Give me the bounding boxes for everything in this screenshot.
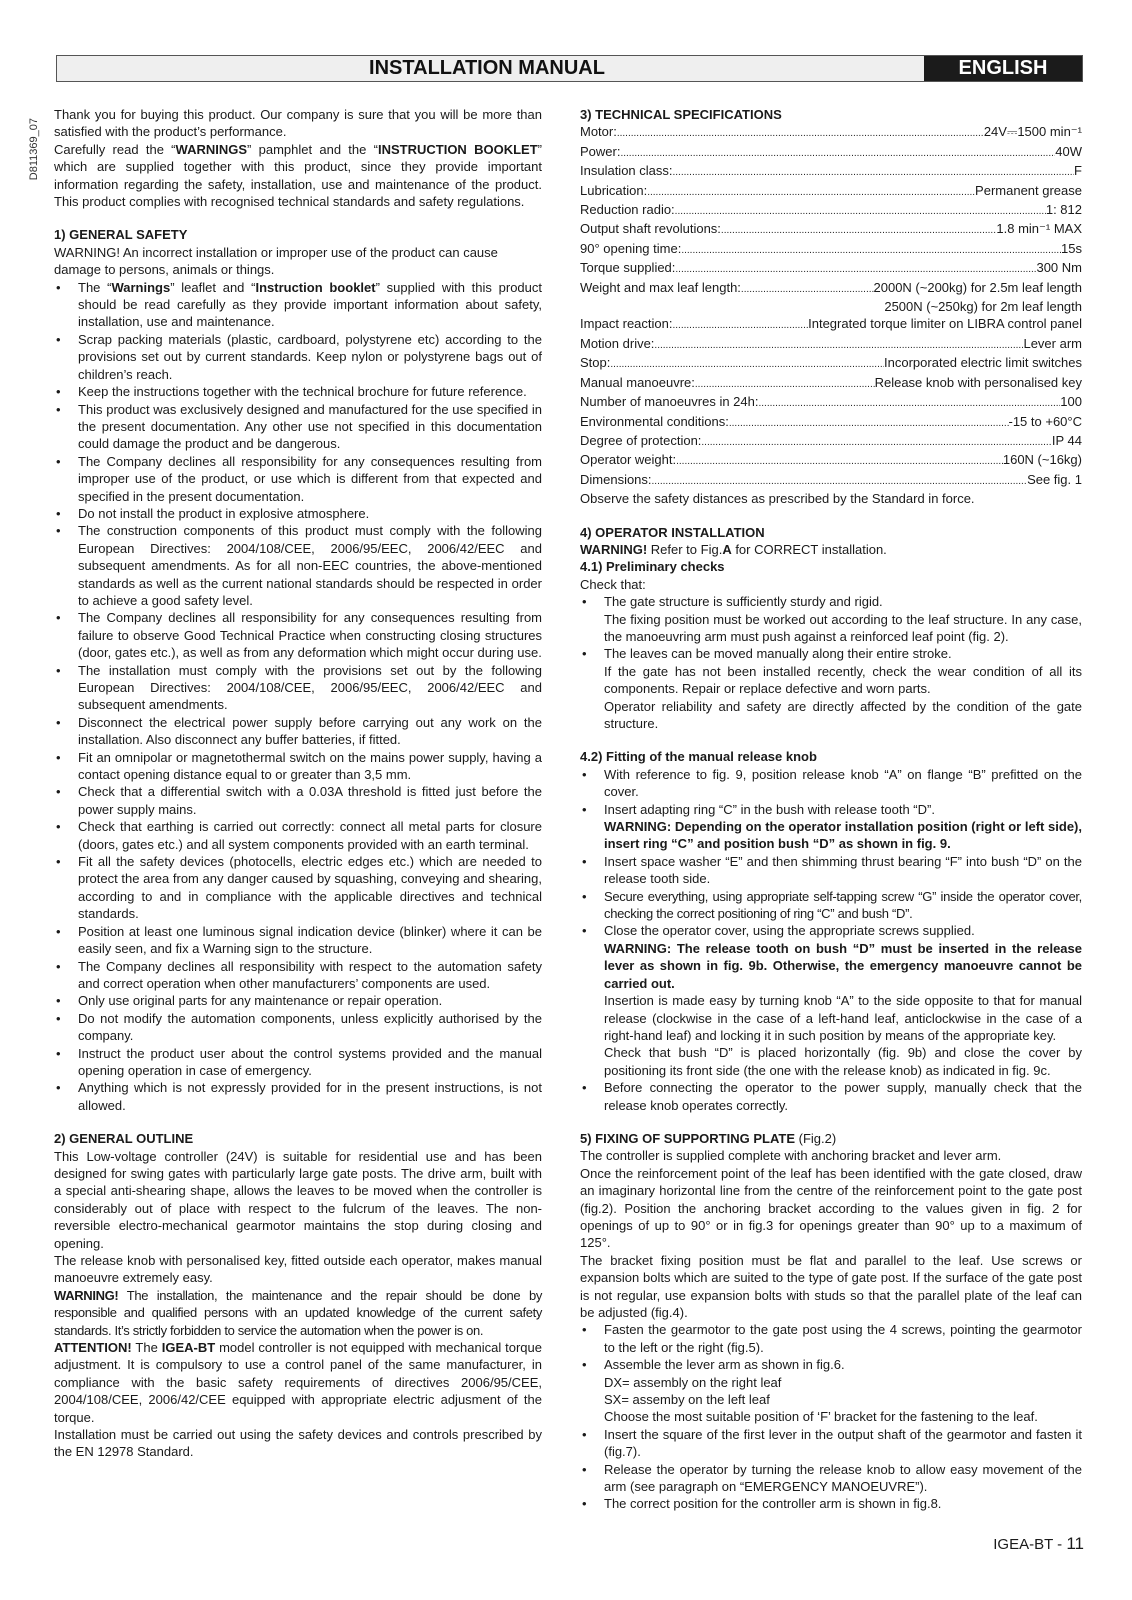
list-item: • With reference to fig. 9, position release knob “A” on flange “B” prefitted on the cover.: [580, 766, 1082, 801]
list-item: • The correct position for the controller arm is shown in fig.8.: [580, 1495, 1082, 1512]
spec-leader-dots: [701, 432, 1051, 451]
spec-row: [580, 279, 1082, 298]
list-item: • The Company declines all responsibility for any consequences resulting from failure to observe Good Technical Practice when constructing closing structures (door, gates etc.), as well as from any deformation which might occur during use.: [54, 609, 542, 661]
list-item: • Scrap packing materials (plastic, cardboard, polystyrene etc) according to the provisions set out by current standards. Keep nylon or polystyrene bags out of children’s reach.: [54, 331, 542, 383]
left-column: [54, 106, 542, 1461]
spec-value-continued: 2500N (~250kg) for 2m leaf length: [884, 299, 1082, 315]
spec-row: [580, 201, 1082, 220]
spec-row: [580, 354, 1082, 373]
list-item-detail: SX= assemby on the left leaf: [604, 1392, 770, 1408]
list-item-detail: Choose the most suitable position of ‘F’ bracket for the fastening to the leaf.: [604, 1409, 1038, 1425]
spec-label: Motor:: [580, 124, 617, 140]
spec-label: Stop:: [580, 355, 611, 371]
spec-label: Manual manoeuvre:: [580, 374, 695, 390]
spec-row: [580, 471, 1082, 490]
spec-table-2: [580, 315, 1082, 490]
list-item: • Insert space washer “E” and then shimming thrust bearing “F” into bush “D” on the release tooth side.: [580, 853, 1082, 888]
list-item: • The installation must comply with the provisions set out by the following European Directives: 2004/108/CEE, 2006/95/EEC, 2006/42/EEC and subsequent amendments.: [54, 662, 542, 714]
list-item: • Check that earthing is carried out correctly: connect all metal parts for closure (doors, gates etc.) and all system components provided with an earth terminal.: [54, 818, 542, 853]
section-title-tech-specs: 3) TECHNICAL SPECIFICATIONS: [580, 107, 782, 122]
section-title-supporting-plate: 5) FIXING OF SUPPORTING PLATE (Fig.2): [580, 1130, 837, 1146]
list-item-warning: WARNING: Depending on the operator installation position (right or left side), insert ring “C” and position bush “D” as shown in fig. 9.: [604, 819, 1082, 852]
list-item: • Before connecting the operator to the power supply, manually check that the release knob operates correctly.: [580, 1079, 1082, 1114]
list-item-detail: If the gate has not been installed recently, check the wear condition of all its components. Repair or replace defective and worn parts.: [604, 663, 1082, 697]
spec-label: Output shaft revolutions:: [580, 221, 721, 237]
plate-paragraph: The bracket fixing position must be flat and parallel to the leaf. Use screws or expansion bolts which are suited to the type of gate post. If the surface of the gate post is not regular, use expansion bolts with studs so that the parallel plate of the leaf can be adjusted (fig.4).: [580, 1252, 1082, 1320]
spec-row: [580, 374, 1082, 393]
list-item: • Do not install the product in explosive atmosphere.: [54, 505, 542, 522]
spec-label: Reduction radio:: [580, 202, 675, 218]
section-title-operator-installation: 4) OPERATOR INSTALLATION: [580, 524, 765, 540]
spec-value: 2000N (~200kg) for 2.5m leaf length: [873, 279, 1082, 295]
spec-label: Motion drive:: [580, 335, 655, 351]
page-header: [56, 55, 1083, 82]
spec-value: F: [1074, 163, 1082, 179]
list-item: • Anything which is not expressly provided for in the present instructions, is not allowed.: [54, 1079, 542, 1114]
list-item: • Release the operator by turning the release knob to allow easy movement of the arm (see paragraph on “EMERGENCY MANOEUVRE”).: [580, 1461, 1082, 1496]
spec-value: 1: 812: [1045, 202, 1082, 218]
spec-row: [580, 335, 1082, 354]
spec-leader-dots: [675, 259, 1036, 278]
spec-label: Operator weight:: [580, 452, 677, 468]
spec-leader-dots: [617, 123, 984, 142]
list-item: • Do not modify the automation components, unless explicitly authorised by the company.: [54, 1010, 542, 1045]
spec-leader-dots: [695, 374, 875, 393]
spec-label: Number of manoeuvres in 24h:: [580, 394, 759, 410]
right-column: [580, 106, 1082, 1513]
list-item: • Close the operator cover, using the appropriate screws supplied.: [580, 922, 1082, 939]
spec-leader-dots: [654, 335, 1023, 354]
spec-row: [580, 432, 1082, 451]
check-intro: Check that:: [580, 576, 646, 592]
subsection-title-release-knob: 4.2) Fitting of the manual release knob: [580, 749, 817, 765]
spec-row: [580, 182, 1082, 201]
outline-attention: ATTENTION! The IGEA-BT model controller is not equipped with mechanical torque adjustment. It is compulsory to use a control panel of the same manufacturer, in compliance with the basic safety requirements of directives 2006/95/CEE, 2004/108/CEE, 2006/42/CEE equipped with appropriate electric adjusment of the torque.: [54, 1340, 542, 1425]
list-item: • This product was exclusively designed and manufactured for the use specified in the present documentation. Any other use not specified in this documentation could damage the product and be dangerous.: [54, 401, 542, 453]
list-item: • Position at least one luminous signal indication device (blinker) where it can be easily seen, and fix a Warning sign to the structure.: [54, 923, 542, 958]
list-item: • The Company declines all responsibility for any consequences resulting from improper use of the product, or use which is different from that expected and specified in the present documentation.: [54, 453, 542, 505]
list-item: • The leaves can be moved manually along their entire stroke.: [580, 645, 1082, 662]
section-title-general-outline: 2) GENERAL OUTLINE: [54, 1131, 194, 1147]
spec-label: Degree of protection:: [580, 432, 702, 448]
spec-row: [580, 123, 1082, 142]
list-item: • Instruct the product user about the control systems provided and the manual opening operation in case of emergency.: [54, 1045, 542, 1080]
outline-warning: WARNING! The installation, the maintenance and the repair should be done by responsible and qualified persons with an updated knowledge of the current safety standards. It’s strictly forbidden to service the automation when the power is on.: [54, 1287, 542, 1338]
spec-leader-dots: [676, 451, 1003, 470]
spec-value: See fig. 1: [1027, 471, 1082, 487]
spec-value: 160N (~16kg): [1002, 452, 1082, 468]
spec-value: Incorporated electric limit switches: [884, 355, 1082, 371]
outline-paragraph: This Low-voltage controller (24V) is suitable for residential use and has been designed for swing gates with particularly large gate posts. The drive arm, built with a special anti-shearing shape, allows the leaves to be moved when the controller is considerably out of place with respect to the fulcrum of the leaves. The non-reversible electro-mechanical gearmotor maintains the stop during closing and opening.: [54, 1148, 542, 1251]
spec-value: 15s: [1061, 240, 1082, 256]
list-item: • Insert the square of the first lever in the output shaft of the gearmotor and fasten it (fig.7).: [580, 1426, 1082, 1461]
spec-leader-dots: [741, 279, 874, 298]
spec-row: [580, 393, 1082, 412]
list-item: • The Company declines all responsibility with respect to the automation safety and correct operation when other manufacturers’ components are used.: [54, 958, 542, 993]
spec-row: [580, 220, 1082, 239]
intro-paragraph: Thank you for buying this product. Our company is sure that you will be more than satisfied with the product’s performance.: [54, 107, 542, 140]
spec-label: Insulation class:: [580, 163, 673, 179]
spec-value: IP 44: [1051, 432, 1082, 448]
document-code: D811369_07: [28, 118, 40, 181]
spec-leader-dots: [673, 315, 809, 334]
spec-label: Environmental conditions:: [580, 413, 729, 429]
spec-value: Lever arm: [1023, 335, 1082, 351]
spec-value: Release knob with personalised key: [874, 374, 1082, 390]
spec-note: Observe the safety distances as prescribed by the Standard in force.: [580, 491, 975, 507]
spec-value: 1.8 min⁻¹ MAX: [996, 221, 1082, 237]
list-item: • The gate structure is sufficiently sturdy and rigid.: [580, 593, 1082, 610]
list-item: • The “Warnings” leaflet and “Instruction booklet” supplied with this product should be read carefully as they provide important information about safety, installation, use and maintenance.: [54, 279, 542, 331]
manual-title: INSTALLATION MANUAL: [369, 57, 605, 79]
safety-warning: WARNING! An incorrect installation or improper use of the product can cause damage to persons, animals or things.: [54, 244, 498, 278]
spec-leader-dots: [620, 143, 1055, 162]
list-item-detail: Check that bush “D” is placed horizontally (fig. 9b) and close the cover by positioning its front side (the one with the release knob) as indicated in fig. 9c.: [604, 1045, 1082, 1078]
spec-label: Power:: [580, 143, 621, 159]
list-item: • Assemble the lever arm as shown in fig.6.: [580, 1356, 1082, 1373]
list-item: • Insert adapting ring “C” in the bush with release tooth “D”.: [580, 801, 1082, 818]
spec-row: [580, 451, 1082, 470]
list-item: • Keep the instructions together with the technical brochure for future reference.: [54, 383, 542, 400]
list-item: • Fit an omnipolar or magnetothermal switch on the mains power supply, having a contact opening distance equal to or greater than 3,5 mm.: [54, 749, 542, 784]
list-item: • Secure everything, using appropriate self-tapping screw “G” inside the operator cover, checking the correct positioning of ring “C” and bush “D”.: [580, 888, 1082, 923]
spec-value: 300 Nm: [1036, 260, 1082, 276]
spec-row: [580, 162, 1082, 181]
spec-row: [580, 240, 1082, 259]
spec-value: Permanent grease: [975, 182, 1082, 198]
spec-leader-dots: [652, 471, 1028, 490]
subsection-title-preliminary-checks: 4.1) Preliminary checks: [580, 559, 725, 575]
spec-value: 100: [1060, 394, 1082, 410]
spec-leader-dots: [681, 240, 1061, 259]
language-label: ENGLISH: [924, 56, 1082, 81]
spec-label: Weight and max leaf length:: [580, 279, 741, 295]
spec-table: [580, 123, 1082, 298]
spec-leader-dots: [673, 162, 1075, 181]
spec-row: [580, 315, 1082, 334]
list-item: • Check that a differential switch with a 0.03A threshold is fitted just before the power supply mains.: [54, 783, 542, 818]
plate-paragraph: Once the reinforcement point of the leaf has been identified with the gate closed, draw an imaginary horizontal line from the centre of the reinforcement point to the gate post (fig.2). Position the anchoring bracket according to the values given in fig. 2 for openings of up to 90° or in fig.3 for openings greater than 90° up to a maximum of 125°.: [580, 1165, 1082, 1251]
spec-leader-dots: [721, 220, 996, 239]
installation-warning: WARNING! Refer to Fig.A for CORRECT installation.: [580, 541, 887, 557]
list-item-warning: WARNING: The release tooth on bush “D” must be inserted in the release lever as shown in fig. 9b. Otherwise, the emergency manoeuvre cannot be carried out.: [604, 940, 1082, 991]
list-item: • Disconnect the electrical power supply before carrying out any work on the installation. Also disconnect any buffer batteries, if fitted.: [54, 714, 542, 749]
list-item-detail: Operator reliability and safety are directly affected by the condition of the gate structure.: [604, 698, 1082, 731]
spec-label: Torque supplied:: [580, 260, 676, 276]
list-item: • Fit all the safety devices (photocells, electric edges etc.) which are needed to protect the area from any danger caused by squashing, conveying and shearing, according to and in compliance with the applicable directives and technical standards.: [54, 853, 542, 923]
outline-paragraph: The release knob with personalised key, fitted outside each operator, makes manual manoeuvre extremely easy.: [54, 1253, 542, 1286]
list-item: • Fasten the gearmotor to the gate post using the 4 screws, pointing the gearmotor to the left or the right (fig.5).: [580, 1321, 1082, 1356]
list-item: • The construction components of this product must comply with the following European Directives: 2004/108/CEE, 2006/95/EEC, 2006/42/EEC and subsequent amendments. As for all non-EEC countries, the above-mentioned standards as well as the current national standards should be respected in order to achieve a good safety level.: [54, 522, 542, 609]
spec-value: 40W: [1055, 143, 1082, 159]
list-item-detail: DX= assembly on the right leaf: [604, 1374, 782, 1390]
plate-paragraph: The controller is supplied complete with anchoring bracket and lever arm.: [580, 1148, 1002, 1164]
spec-value: -15 to +60°C: [1008, 413, 1082, 429]
spec-value: Integrated torque limiter on LIBRA control panel: [808, 316, 1082, 332]
list-item-detail: The fixing position must be worked out according to the leaf structure. In any case, the manoeuvring arm must push against a reinforced leaf point (fig. 2).: [604, 611, 1082, 644]
spec-label: 90° opening time:: [580, 240, 682, 256]
spec-leader-dots: [675, 201, 1046, 220]
spec-leader-dots: [647, 182, 975, 201]
spec-label: Dimensions:: [580, 471, 652, 487]
spec-label: Impact reaction:: [580, 316, 673, 332]
outline-paragraph: Installation must be carried out using the safety devices and controls prescribed by the EN 12978 Standard.: [54, 1427, 542, 1460]
page-number: 11: [1066, 1534, 1084, 1553]
model-name: IGEA-BT -: [993, 1536, 1067, 1553]
list-item: • Only use original parts for any maintenance or repair operation.: [54, 992, 542, 1009]
intro-paragraph-2: Carefully read the “WARNINGS” pamphlet and the “INSTRUCTION BOOKLET” which are supplied together with this product, since they provide important information regarding the safety, installation, use and maintenance of the product. This product complies with recognised technical standards and safety regulations.: [54, 141, 542, 210]
spec-label: Lubrication:: [580, 182, 648, 198]
spec-row: [580, 143, 1082, 162]
spec-row: [580, 413, 1082, 432]
spec-leader-dots: [729, 413, 1009, 432]
spec-row: [580, 259, 1082, 278]
spec-leader-dots: [610, 354, 884, 373]
spec-value: 24V⎓1500 min⁻¹: [983, 124, 1082, 140]
page-footer: [993, 1534, 1084, 1554]
spec-leader-dots: [758, 393, 1060, 412]
section-title-general-safety: 1) GENERAL SAFETY: [54, 227, 188, 243]
list-item-detail: Insertion is made easy by turning knob “A” to the side opposite to that for manual release (clockwise in the case of a left-hand leaf, anticlockwise in the case of a right-hand leaf) and locking it in such position by means of the appropriate key.: [604, 993, 1082, 1043]
